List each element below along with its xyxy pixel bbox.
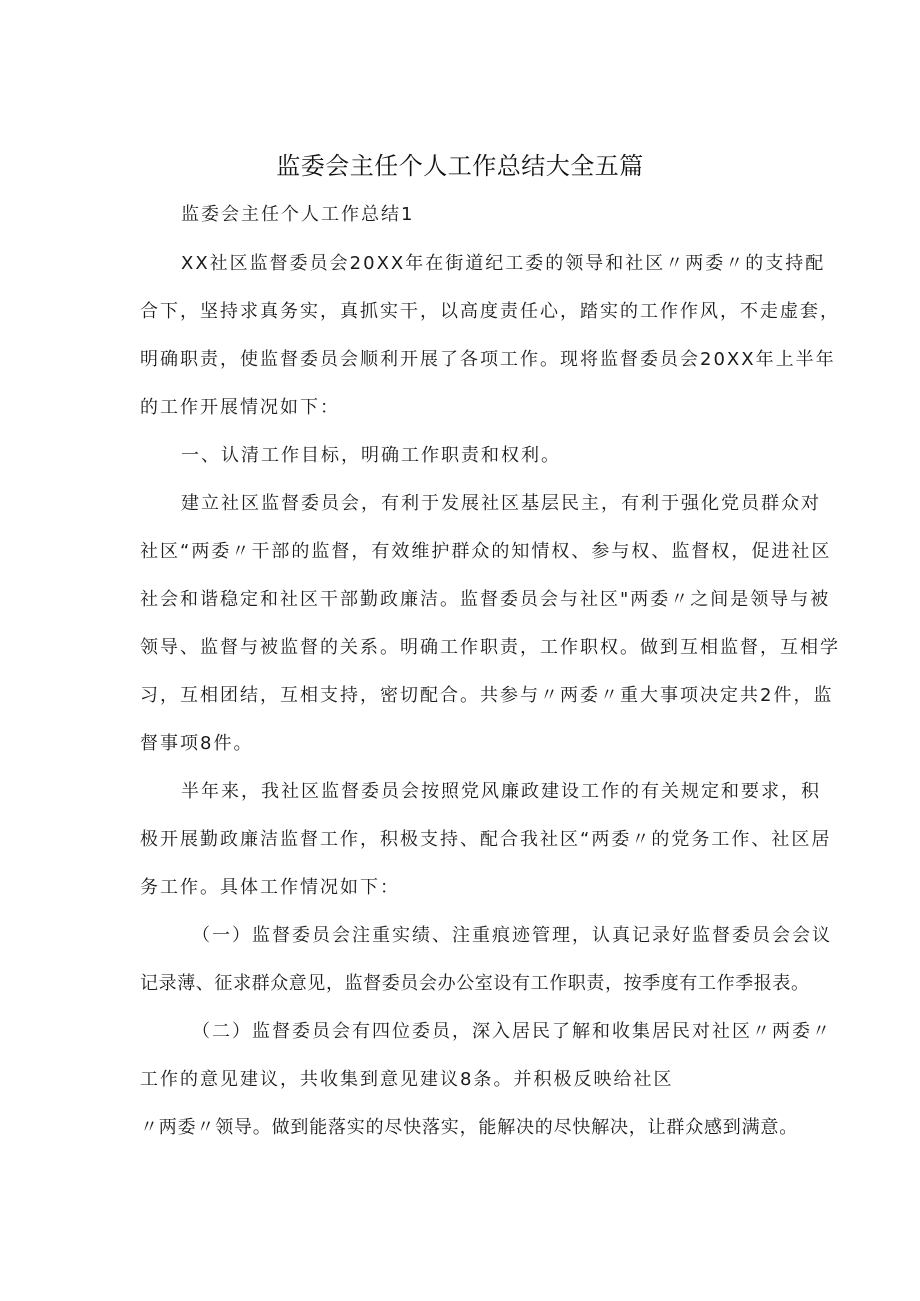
section-heading: 一、认清工作目标，明确工作职责和权利。 xyxy=(181,445,561,466)
paragraph-line: 社会和谐稳定和社区干部勤政廉洁。监督委员会与社区"两委〃之间是领导与被 xyxy=(140,589,831,610)
paragraph-line: 记录薄、征求群众意见，监督委员会办公室设有工作职责，按季度有工作季报表。 xyxy=(140,973,810,994)
paragraph-line: 领导、监督与被监督的关系。明确工作职责，工作职权。做到互相监督，互相学 xyxy=(140,637,840,658)
paragraph-line: 建立社区监督委员会，有利于发展社区基层民主，有利于强化党员群众对 xyxy=(181,493,821,514)
subheading-summary-1: 监委会主任个人工作总结1 xyxy=(181,204,415,225)
paragraph-line: （二）监督委员会有四位委员，深入居民了解和收集居民对社区〃两委〃 xyxy=(192,1021,832,1042)
paragraph-line: 务工作。具体工作情况如下： xyxy=(140,877,400,898)
paragraph-line: 极开展勤政廉洁监督工作，积极支持、配合我社区“两委〃的党务工作、社区居 xyxy=(140,829,832,850)
paragraph-line: （一）监督委员会注重实绩、注重痕迹管理，认真记录好监督委员会会议 xyxy=(192,925,832,946)
paragraph-line: XX社区监督委员会20XX年在街道纪工委的领导和社区〃两委〃的支持配 xyxy=(181,253,826,274)
paragraph-line: 的工作开展情况如下： xyxy=(140,397,340,418)
document-title: 监委会主任个人工作总结大全五篇 xyxy=(276,152,644,180)
paragraph-line: 明确职责，使监督委员会顺利开展了各项工作。现将监督委员会20XX年上半年 xyxy=(140,349,836,370)
paragraph-line: 习，互相团结，互相支持，密切配合。共参与〃两委〃重大事项决定共2件，监 xyxy=(140,685,834,706)
paragraph-line: 合下，坚持求真务实，真抓实干，以高度责任心，踏实的工作作风，不走虚套， xyxy=(140,301,840,322)
paragraph-line: 半年来，我社区监督委员会按照党风廉政建设工作的有关规定和要求，积 xyxy=(181,781,821,802)
paragraph-line: 工作的意见建议，共收集到意见建议8条。并积极反映给社区 xyxy=(140,1069,674,1090)
paragraph-line: 〃两委〃领导。做到能落实的尽快落实，能解决的尽快解决，让群众感到满意。 xyxy=(140,1117,798,1138)
paragraph-line: 督事项8件。 xyxy=(140,733,254,754)
paragraph-line: 社区“两委〃干部的监督，有效维护群众的知情权、参与权、监督权，促进社区 xyxy=(140,541,832,562)
